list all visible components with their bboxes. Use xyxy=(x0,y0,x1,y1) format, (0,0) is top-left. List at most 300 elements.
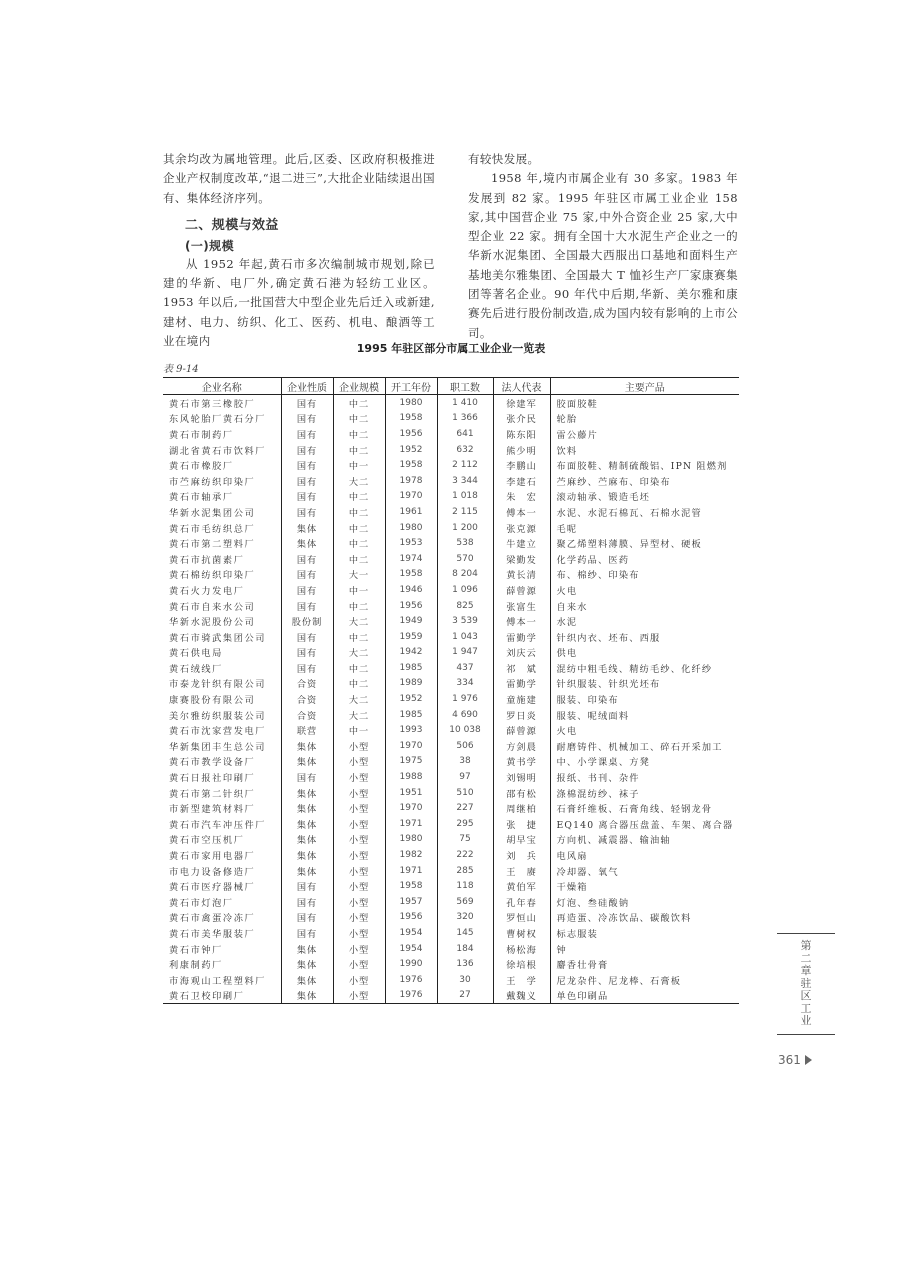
cell-enterprise-name: 市新型建筑材料厂 xyxy=(169,804,256,816)
table-row xyxy=(163,722,739,738)
cell-scale: 中二 xyxy=(333,629,385,645)
cell-employees: 1 976 xyxy=(437,691,493,707)
cell-employees: 2 115 xyxy=(437,504,493,520)
table-row xyxy=(163,832,739,848)
cell-start-year: 1993 xyxy=(385,722,437,738)
cell-legal-rep: 童施建 xyxy=(493,691,550,707)
cell-main-products: 服装、印染布 xyxy=(550,691,739,707)
cell-main-products: 标志服装 xyxy=(550,925,739,941)
cell-employees: 285 xyxy=(437,863,493,879)
table-row xyxy=(163,785,739,801)
cell-ownership: 集体 xyxy=(281,847,333,863)
cell-start-year: 1942 xyxy=(385,645,437,661)
cell-main-products: 服装、呢绒面料 xyxy=(550,707,739,723)
cell-enterprise-name: 黄石市医疗器械厂 xyxy=(169,882,256,894)
cell-employees: 8 204 xyxy=(437,567,493,583)
cell-ownership: 集体 xyxy=(281,956,333,972)
cell-main-products: 电风扇 xyxy=(550,847,739,863)
cell-main-products: 方向机、减震器、输油轴 xyxy=(550,832,739,848)
cell-start-year: 1990 xyxy=(385,956,437,972)
cell-legal-rep: 刘锡明 xyxy=(493,769,550,785)
cell-enterprise-name: 黄石市自来水公司 xyxy=(169,601,256,613)
cell-legal-rep: 李建石 xyxy=(493,473,550,489)
cell-ownership: 集体 xyxy=(281,816,333,832)
cell-start-year: 1971 xyxy=(385,863,437,879)
cell-start-year: 1970 xyxy=(385,489,437,505)
cell-ownership: 国有 xyxy=(281,457,333,473)
cell-scale: 小型 xyxy=(333,816,385,832)
cell-main-products: 中、小学课桌、方凳 xyxy=(550,754,739,770)
cell-main-products: 聚乙烯塑料薄膜、异型材、硬板 xyxy=(550,535,739,551)
table-row xyxy=(163,910,739,926)
cell-ownership: 国有 xyxy=(281,645,333,661)
cell-main-products: EQ140 离合器压盘盖、车架、离合器 xyxy=(550,816,739,832)
cell-employees: 1 096 xyxy=(437,582,493,598)
cell-ownership: 国有 xyxy=(281,769,333,785)
cell-scale: 小型 xyxy=(333,785,385,801)
cell-main-products: 耐磨铸件、机械加工、碎石开采加工 xyxy=(550,738,739,754)
table-row xyxy=(163,707,739,723)
cell-enterprise-name: 黄石市轴承厂 xyxy=(169,492,234,504)
chapter-label: 第二章 驻区工业 xyxy=(800,939,823,1027)
cell-employees: 1 200 xyxy=(437,520,493,536)
cell-start-year: 1980 xyxy=(385,520,437,536)
cell-ownership: 集体 xyxy=(281,832,333,848)
cell-ownership: 国有 xyxy=(281,504,333,520)
cell-scale: 中二 xyxy=(333,551,385,567)
cell-employees: 27 xyxy=(437,988,493,1004)
cell-enterprise-name: 黄石绒线厂 xyxy=(169,663,223,675)
cell-main-products: 尼龙杂件、尼龙棒、石膏板 xyxy=(550,972,739,988)
cell-scale: 小型 xyxy=(333,910,385,926)
table-row xyxy=(163,489,739,505)
cell-legal-rep: 黄伯军 xyxy=(493,878,550,894)
column-header: 开工年份 xyxy=(385,378,437,395)
table-row xyxy=(163,411,739,427)
cell-start-year: 1958 xyxy=(385,411,437,427)
cell-scale: 中二 xyxy=(333,676,385,692)
cell-enterprise-name: 黄石市抗菌素厂 xyxy=(169,554,245,566)
cell-enterprise-name: 黄石市沈家营发电厂 xyxy=(169,726,267,738)
cell-employees: 1 410 xyxy=(437,395,493,411)
cell-start-year: 1957 xyxy=(385,894,437,910)
table-row xyxy=(163,691,739,707)
cell-start-year: 1970 xyxy=(385,800,437,816)
cell-employees: 3 344 xyxy=(437,473,493,489)
cell-legal-rep: 杨松海 xyxy=(493,941,550,957)
cell-employees: 118 xyxy=(437,878,493,894)
cell-enterprise-name: 东风轮胎厂黄石分厂 xyxy=(169,414,267,426)
cell-main-products: 涤棉混纺纱、袜子 xyxy=(550,785,739,801)
table-row xyxy=(163,504,739,520)
cell-scale: 小型 xyxy=(333,956,385,972)
cell-scale: 中二 xyxy=(333,395,385,411)
cell-scale: 小型 xyxy=(333,738,385,754)
cell-start-year: 1956 xyxy=(385,426,437,442)
cell-legal-rep: 朱 宏 xyxy=(493,489,550,505)
cell-main-products: 灯泡、叁硅酸钠 xyxy=(550,894,739,910)
cell-employees: 136 xyxy=(437,956,493,972)
cell-legal-rep: 刘庆云 xyxy=(493,645,550,661)
cell-scale: 中二 xyxy=(333,520,385,536)
table-row xyxy=(163,520,739,536)
cell-enterprise-name: 黄石市第三橡胶厂 xyxy=(169,398,256,410)
cell-start-year: 1958 xyxy=(385,457,437,473)
table-row xyxy=(163,426,739,442)
cell-enterprise-name: 黄石市骑武集团公司 xyxy=(169,632,267,644)
cell-employees: 184 xyxy=(437,941,493,957)
cell-start-year: 1958 xyxy=(385,878,437,894)
cell-ownership: 集体 xyxy=(281,972,333,988)
cell-scale: 中一 xyxy=(333,582,385,598)
cell-enterprise-name: 市海观山工程塑料厂 xyxy=(169,975,267,987)
cell-legal-rep: 雷勤学 xyxy=(493,629,550,645)
table-row xyxy=(163,847,739,863)
cell-scale: 中一 xyxy=(333,722,385,738)
cell-employees: 222 xyxy=(437,847,493,863)
cell-scale: 中二 xyxy=(333,660,385,676)
cell-enterprise-name: 康赛股份有限公司 xyxy=(169,695,256,707)
enterprise-table xyxy=(163,377,739,1004)
cell-ownership: 股份制 xyxy=(281,613,333,629)
cell-ownership: 集体 xyxy=(281,863,333,879)
table-row xyxy=(163,457,739,473)
cell-enterprise-name: 黄石市家用电器厂 xyxy=(169,851,256,863)
cell-main-products: 雷公藤片 xyxy=(550,426,739,442)
cell-legal-rep: 雷勤学 xyxy=(493,676,550,692)
cell-enterprise-name: 黄石棉纺织印染厂 xyxy=(169,570,256,582)
cell-start-year: 1959 xyxy=(385,629,437,645)
cell-ownership: 国有 xyxy=(281,395,333,411)
cell-employees: 1 018 xyxy=(437,489,493,505)
left-text-column xyxy=(163,150,435,351)
cell-start-year: 1978 xyxy=(385,473,437,489)
cell-scale: 小型 xyxy=(333,847,385,863)
table-row xyxy=(163,956,739,972)
table-row xyxy=(163,863,739,879)
cell-legal-rep: 傅本一 xyxy=(493,504,550,520)
cell-scale: 小型 xyxy=(333,878,385,894)
cell-employees: 1 043 xyxy=(437,629,493,645)
cell-start-year: 1985 xyxy=(385,707,437,723)
cell-ownership: 集体 xyxy=(281,754,333,770)
cell-employees: 3 539 xyxy=(437,613,493,629)
cell-legal-rep: 徐建军 xyxy=(493,395,550,411)
cell-legal-rep: 刘 兵 xyxy=(493,847,550,863)
cell-start-year: 1954 xyxy=(385,941,437,957)
cell-main-products: 火电 xyxy=(550,582,739,598)
cell-ownership: 国有 xyxy=(281,411,333,427)
paragraph: 其余均改为属地管理。此后,区委、区政府积极推进企业产权制度改革,“退二进三”,大批企业陆续退出国有、集体经济序列。 xyxy=(163,152,435,205)
cell-start-year: 1976 xyxy=(385,972,437,988)
cell-start-year: 1953 xyxy=(385,535,437,551)
cell-employees: 30 xyxy=(437,972,493,988)
cell-ownership: 集体 xyxy=(281,800,333,816)
cell-scale: 大二 xyxy=(333,613,385,629)
cell-legal-rep: 孔年春 xyxy=(493,894,550,910)
cell-start-year: 1985 xyxy=(385,660,437,676)
cell-scale: 小型 xyxy=(333,863,385,879)
table-row xyxy=(163,800,739,816)
right-triangle-icon xyxy=(805,1055,812,1065)
cell-legal-rep: 黄书学 xyxy=(493,754,550,770)
cell-scale: 中二 xyxy=(333,489,385,505)
cell-employees: 538 xyxy=(437,535,493,551)
cell-enterprise-name: 黄石市毛纺织总厂 xyxy=(169,523,256,535)
cell-start-year: 1975 xyxy=(385,754,437,770)
table-row xyxy=(163,535,739,551)
cell-main-products: 火电 xyxy=(550,722,739,738)
cell-legal-rep: 方剑晨 xyxy=(493,738,550,754)
page-number: 361 xyxy=(778,1053,801,1067)
cell-legal-rep: 熊少明 xyxy=(493,442,550,458)
cell-employees: 632 xyxy=(437,442,493,458)
cell-start-year: 1956 xyxy=(385,598,437,614)
cell-legal-rep: 邵有松 xyxy=(493,785,550,801)
table-row xyxy=(163,988,739,1004)
cell-employees: 38 xyxy=(437,754,493,770)
cell-scale: 大二 xyxy=(333,707,385,723)
cell-main-products: 单色印刷品 xyxy=(550,988,739,1004)
table-row xyxy=(163,567,739,583)
cell-main-products: 针织服装、针织光坯布 xyxy=(550,676,739,692)
cell-main-products: 石膏纤维板、石膏角线、轻钢龙骨 xyxy=(550,800,739,816)
cell-enterprise-name: 黄石市教学设备厂 xyxy=(169,757,256,769)
cell-employees: 825 xyxy=(437,598,493,614)
cell-main-products: 再造蛋、冷冻饮品、碳酸饮料 xyxy=(550,910,739,926)
cell-scale: 小型 xyxy=(333,894,385,910)
cell-employees: 10 038 xyxy=(437,722,493,738)
cell-legal-rep: 薛曾源 xyxy=(493,722,550,738)
cell-employees: 145 xyxy=(437,925,493,941)
cell-ownership: 集体 xyxy=(281,738,333,754)
cell-main-products: 供电 xyxy=(550,645,739,661)
cell-main-products: 混纺中粗毛线、精纺毛纱、化纤纱 xyxy=(550,660,739,676)
cell-main-products: 干燥箱 xyxy=(550,878,739,894)
cell-ownership: 合资 xyxy=(281,676,333,692)
table-row xyxy=(163,582,739,598)
cell-main-products: 布面胶鞋、精制硫酸铝、IPN 阻燃剂 xyxy=(550,457,739,473)
column-header: 主要产品 xyxy=(550,378,739,395)
table-row xyxy=(163,754,739,770)
table-row xyxy=(163,878,739,894)
cell-enterprise-name: 黄石日报社印刷厂 xyxy=(169,773,256,785)
cell-enterprise-name: 黄石市美华服装厂 xyxy=(169,928,256,940)
column-header: 职工数 xyxy=(437,378,493,395)
cell-employees: 4 690 xyxy=(437,707,493,723)
cell-legal-rep: 张介民 xyxy=(493,411,550,427)
cell-employees: 570 xyxy=(437,551,493,567)
cell-scale: 中二 xyxy=(333,598,385,614)
column-header: 企业规模 xyxy=(333,378,385,395)
table-number: 表 9-14 xyxy=(163,364,199,375)
cell-scale: 小型 xyxy=(333,769,385,785)
cell-enterprise-name: 美尔雅纺织服装公司 xyxy=(169,710,267,722)
table-header-row xyxy=(163,378,739,395)
cell-ownership: 合资 xyxy=(281,691,333,707)
table-row xyxy=(163,816,739,832)
cell-legal-rep: 张克源 xyxy=(493,520,550,536)
table-row xyxy=(163,676,739,692)
cell-ownership: 国有 xyxy=(281,489,333,505)
cell-enterprise-name: 黄石市禽蛋冷冻厂 xyxy=(169,913,256,925)
cell-employees: 97 xyxy=(437,769,493,785)
cell-main-products: 布、棉纱、印染布 xyxy=(550,567,739,583)
cell-legal-rep: 梁勤发 xyxy=(493,551,550,567)
section-heading: 二、规模与效益 xyxy=(185,217,279,233)
cell-employees: 320 xyxy=(437,910,493,926)
cell-start-year: 1982 xyxy=(385,847,437,863)
cell-scale: 中二 xyxy=(333,504,385,520)
table-row xyxy=(163,645,739,661)
cell-start-year: 1949 xyxy=(385,613,437,629)
cell-main-products: 饮料 xyxy=(550,442,739,458)
cell-ownership: 集体 xyxy=(281,941,333,957)
cell-main-products: 轮胎 xyxy=(550,411,739,427)
cell-employees: 227 xyxy=(437,800,493,816)
cell-legal-rep: 罗恒山 xyxy=(493,910,550,926)
cell-ownership: 国有 xyxy=(281,925,333,941)
cell-legal-rep: 戴魏义 xyxy=(493,988,550,1004)
cell-scale: 大二 xyxy=(333,473,385,489)
cell-employees: 1 366 xyxy=(437,411,493,427)
cell-ownership: 国有 xyxy=(281,473,333,489)
cell-employees: 334 xyxy=(437,676,493,692)
table-title: 1995 年驻区部分市属工业企业一览表 xyxy=(356,342,546,355)
cell-main-products: 钟 xyxy=(550,941,739,957)
cell-legal-rep: 黄长清 xyxy=(493,567,550,583)
cell-enterprise-name: 黄石市橡胶厂 xyxy=(169,461,234,473)
cell-scale: 小型 xyxy=(333,832,385,848)
cell-scale: 中一 xyxy=(333,457,385,473)
cell-main-products: 自来水 xyxy=(550,598,739,614)
cell-legal-rep: 傅本一 xyxy=(493,613,550,629)
table-row xyxy=(163,769,739,785)
table-row xyxy=(163,738,739,754)
table-row xyxy=(163,629,739,645)
table-row xyxy=(163,660,739,676)
cell-ownership: 集体 xyxy=(281,520,333,536)
cell-enterprise-name: 黄石市第二塑料厂 xyxy=(169,539,256,551)
cell-ownership: 国有 xyxy=(281,582,333,598)
cell-enterprise-name: 市苎麻纺织印染厂 xyxy=(169,476,256,488)
cell-employees: 2 112 xyxy=(437,457,493,473)
cell-main-products: 水泥 xyxy=(550,613,739,629)
cell-enterprise-name: 利康制药厂 xyxy=(169,960,223,972)
cell-enterprise-name: 黄石火力发电厂 xyxy=(169,585,245,597)
cell-start-year: 1952 xyxy=(385,691,437,707)
cell-scale: 小型 xyxy=(333,800,385,816)
cell-ownership: 国有 xyxy=(281,442,333,458)
cell-legal-rep: 陈东阳 xyxy=(493,426,550,442)
table-row xyxy=(163,395,739,411)
cell-employees: 641 xyxy=(437,426,493,442)
cell-ownership: 集体 xyxy=(281,785,333,801)
cell-legal-rep: 牛建立 xyxy=(493,535,550,551)
table-row xyxy=(163,598,739,614)
cell-enterprise-name: 黄石市灯泡厂 xyxy=(169,897,234,909)
cell-start-year: 1956 xyxy=(385,910,437,926)
page-footer xyxy=(778,1053,812,1067)
cell-main-products: 冷却器、氧气 xyxy=(550,863,739,879)
cell-ownership: 国有 xyxy=(281,567,333,583)
subsection-heading: (一)规模 xyxy=(185,238,234,253)
cell-scale: 中二 xyxy=(333,426,385,442)
paragraph: 从 1952 年起,黄石市多次编制城市规划,除已建的华新、电厂外,确定黄石港为轻纺工业区。1953 年以后,一批国营大中型企业先后迁入或新建,建材、电力、纺织、化工、医药、机电、酿酒等工业在境内 xyxy=(163,256,435,349)
cell-scale: 大一 xyxy=(333,567,385,583)
table-row xyxy=(163,442,739,458)
cell-employees: 506 xyxy=(437,738,493,754)
cell-ownership: 国有 xyxy=(281,910,333,926)
chapter-side-tab xyxy=(777,933,835,1035)
cell-main-products: 水泥、水泥石棉瓦、石棉水泥管 xyxy=(550,504,739,520)
cell-ownership: 国有 xyxy=(281,426,333,442)
table-row xyxy=(163,613,739,629)
cell-legal-rep: 张 捷 xyxy=(493,816,550,832)
table-row xyxy=(163,972,739,988)
cell-enterprise-name: 黄石卫校印刷厂 xyxy=(169,991,245,1003)
column-header: 法人代表 xyxy=(493,378,550,395)
cell-legal-rep: 李鹏山 xyxy=(493,457,550,473)
cell-start-year: 1974 xyxy=(385,551,437,567)
cell-legal-rep: 张富生 xyxy=(493,598,550,614)
cell-ownership: 国有 xyxy=(281,878,333,894)
table-row xyxy=(163,925,739,941)
paragraph: 有较快发展。 xyxy=(468,152,540,166)
cell-ownership: 国有 xyxy=(281,551,333,567)
cell-enterprise-name: 市泰龙针织有限公司 xyxy=(169,679,267,691)
cell-start-year: 1980 xyxy=(385,832,437,848)
cell-ownership: 集体 xyxy=(281,988,333,1004)
cell-start-year: 1958 xyxy=(385,567,437,583)
cell-employees: 510 xyxy=(437,785,493,801)
cell-main-products: 胶面胶鞋 xyxy=(550,395,739,411)
cell-main-products: 化学药品、医药 xyxy=(550,551,739,567)
cell-main-products: 毛呢 xyxy=(550,520,739,536)
cell-scale: 中二 xyxy=(333,411,385,427)
cell-legal-rep: 罗日炎 xyxy=(493,707,550,723)
cell-scale: 中二 xyxy=(333,535,385,551)
cell-main-products: 报纸、书刊、杂件 xyxy=(550,769,739,785)
cell-start-year: 1970 xyxy=(385,738,437,754)
cell-employees: 569 xyxy=(437,894,493,910)
cell-start-year: 1952 xyxy=(385,442,437,458)
cell-scale: 大二 xyxy=(333,691,385,707)
cell-legal-rep: 徐培根 xyxy=(493,956,550,972)
cell-enterprise-name: 华新水泥集团公司 xyxy=(169,507,256,519)
cell-legal-rep: 胡早宝 xyxy=(493,832,550,848)
table-row xyxy=(163,941,739,957)
cell-main-products: 麝香壮骨膏 xyxy=(550,956,739,972)
cell-legal-rep: 王 学 xyxy=(493,972,550,988)
cell-ownership: 国有 xyxy=(281,894,333,910)
cell-legal-rep: 曹树权 xyxy=(493,925,550,941)
cell-legal-rep: 薛曾源 xyxy=(493,582,550,598)
cell-scale: 中二 xyxy=(333,442,385,458)
table-row xyxy=(163,551,739,567)
cell-scale: 小型 xyxy=(333,925,385,941)
table-row xyxy=(163,894,739,910)
cell-employees: 75 xyxy=(437,832,493,848)
column-header: 企业名称 xyxy=(201,382,242,394)
cell-start-year: 1976 xyxy=(385,988,437,1004)
cell-ownership: 集体 xyxy=(281,535,333,551)
cell-enterprise-name: 市电力设备修造厂 xyxy=(169,866,256,878)
cell-ownership: 合资 xyxy=(281,707,333,723)
cell-scale: 小型 xyxy=(333,988,385,1004)
cell-start-year: 1951 xyxy=(385,785,437,801)
cell-enterprise-name: 黄石市钟厂 xyxy=(169,944,223,956)
